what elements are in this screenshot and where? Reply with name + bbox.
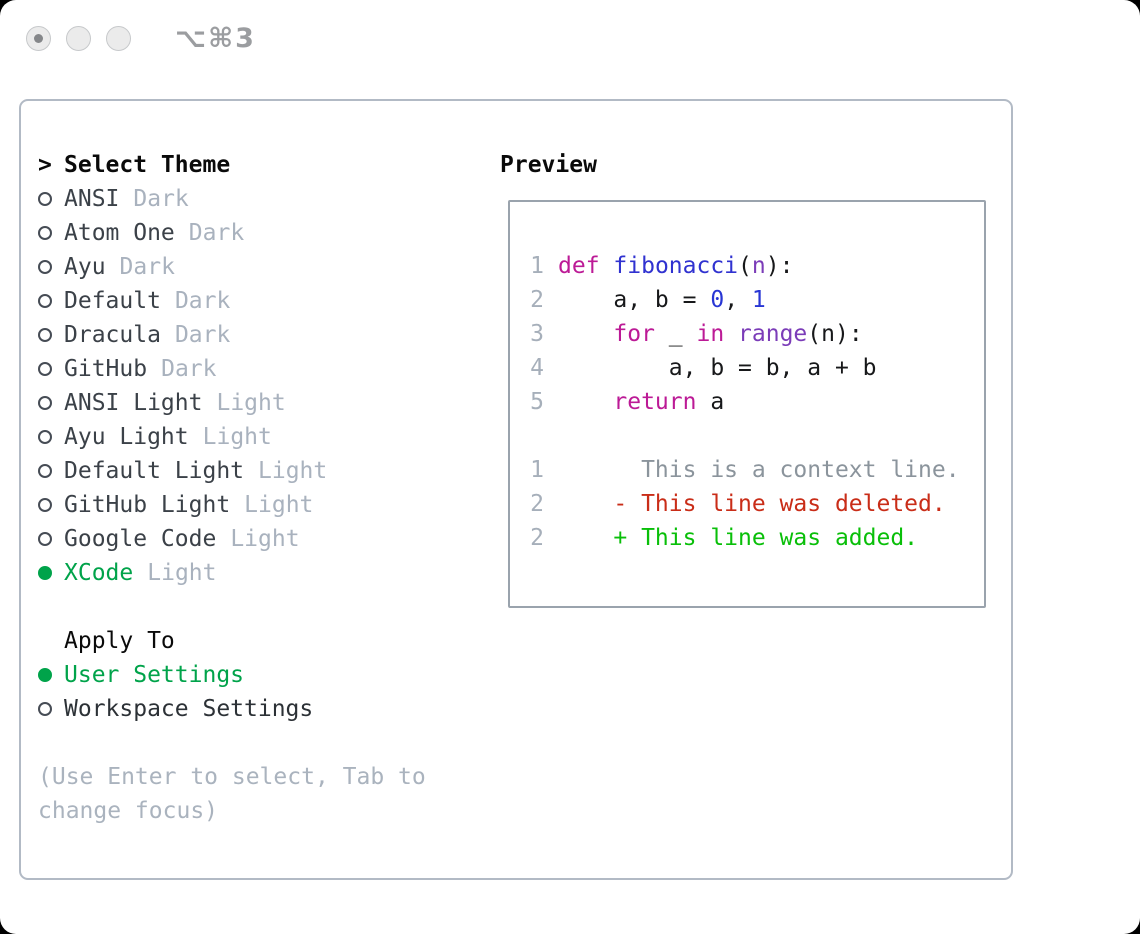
apply-to-title: Apply To	[64, 628, 175, 654]
radio-icon	[38, 328, 52, 342]
traffic-light-minimize[interactable]	[66, 26, 91, 51]
spacer	[38, 590, 426, 624]
theme-variant-label: Dark	[133, 186, 189, 212]
theme-variant-label: Light	[230, 526, 300, 552]
bullet-column	[38, 362, 64, 376]
radio-icon	[38, 260, 52, 274]
option-label: Atom One	[64, 220, 175, 246]
radio-icon	[38, 396, 52, 410]
theme-option-dracula[interactable]	[38, 318, 426, 352]
option-label: Ayu Light	[64, 424, 189, 450]
token: for	[613, 321, 655, 347]
window-shortcut-label: ⌥⌘3	[175, 22, 256, 54]
main-panel	[19, 99, 1013, 880]
token	[558, 389, 613, 415]
titlebar	[26, 22, 256, 54]
theme-variant-label: Light	[147, 560, 217, 586]
apply-to-header	[38, 624, 426, 658]
select-theme-title: Select Theme	[64, 152, 231, 178]
radio-icon	[38, 430, 52, 444]
bullet-column	[38, 226, 64, 240]
line-number: 4	[530, 355, 544, 381]
token: ,	[724, 287, 752, 313]
prompt-column	[38, 148, 64, 182]
option-label: XCode	[64, 560, 134, 586]
diff-line	[530, 487, 984, 521]
preview-title	[500, 148, 597, 182]
radio-icon	[38, 702, 52, 716]
token: def	[558, 253, 600, 279]
theme-variant-label: Light	[216, 390, 286, 416]
bullet-column	[38, 260, 64, 274]
spacer	[38, 726, 426, 760]
option-label: Default Light	[64, 458, 245, 484]
theme-option-ayu[interactable]	[38, 250, 426, 284]
theme-option-github-light[interactable]	[38, 488, 426, 522]
line-number: 1	[530, 457, 544, 483]
code-line	[530, 385, 984, 419]
token: 0	[710, 287, 725, 313]
diff-line	[530, 453, 984, 487]
theme-variant-label: Dark	[174, 288, 231, 314]
token: a, b = b, a + b	[558, 355, 877, 381]
apply-option-user-settings[interactable]	[38, 658, 426, 692]
line-number: 5	[530, 389, 544, 415]
bullet-column	[38, 532, 64, 546]
theme-variant-label: Light	[258, 458, 328, 484]
token: fibonacci	[613, 253, 739, 279]
theme-option-default-light[interactable]	[38, 454, 426, 488]
token: range	[738, 321, 808, 347]
token: in	[696, 321, 725, 347]
theme-variant-label: Light	[202, 424, 272, 450]
token: This is a context line.	[558, 457, 960, 483]
option-label: Ayu	[64, 254, 106, 280]
radio-icon	[38, 226, 52, 240]
token	[600, 253, 614, 279]
option-label: Default	[64, 288, 161, 314]
theme-option-ayu-light[interactable]	[38, 420, 426, 454]
code-line	[530, 317, 984, 351]
theme-option-google-code[interactable]	[38, 522, 426, 556]
theme-option-ansi-light[interactable]	[38, 386, 426, 420]
bullet-column	[38, 464, 64, 478]
help-text-line	[38, 760, 426, 794]
bullet-column	[38, 192, 64, 206]
option-label: User Settings	[64, 662, 245, 688]
bullet-column	[38, 430, 64, 444]
token: ):	[765, 253, 794, 279]
theme-variant-label: Dark	[188, 220, 245, 246]
traffic-light-dot-icon	[34, 34, 43, 43]
option-label: Dracula	[64, 322, 161, 348]
preview-title-label: Preview	[500, 152, 597, 178]
theme-variant-label: Dark	[161, 356, 217, 382]
bullet-column	[38, 498, 64, 512]
theme-variant-label: Dark	[119, 254, 175, 280]
token: n	[751, 253, 766, 279]
option-label: Google Code	[64, 526, 217, 552]
line-number: 2	[530, 491, 544, 517]
line-number: 1	[530, 253, 544, 279]
option-label: ANSI	[64, 186, 120, 212]
theme-variant-label: Dark	[174, 322, 231, 348]
apply-option-workspace-settings[interactable]	[38, 692, 426, 726]
preview-box	[508, 200, 986, 608]
help-text-line	[38, 794, 426, 828]
bullet-column	[38, 566, 64, 580]
diff-line	[530, 521, 984, 555]
option-label: ANSI Light	[64, 390, 203, 416]
radio-icon	[38, 532, 52, 546]
select-theme-header	[38, 148, 426, 182]
theme-option-ansi[interactable]	[38, 182, 426, 216]
option-label: GitHub Light	[64, 492, 231, 518]
theme-variant-label: Light	[244, 492, 314, 518]
radio-icon	[38, 294, 52, 308]
token: a	[696, 389, 725, 415]
token: - This line was deleted.	[558, 491, 946, 517]
radio-icon	[38, 498, 52, 512]
token: 1	[751, 287, 766, 313]
radio-selected-icon	[38, 668, 52, 682]
diff-block	[530, 453, 984, 555]
token: return	[613, 389, 697, 415]
theme-option-xcode[interactable]	[38, 556, 426, 590]
prompt-icon: >	[38, 152, 52, 178]
token	[724, 321, 738, 347]
line-number: 3	[530, 321, 544, 347]
code-line	[530, 351, 984, 385]
token: _	[654, 321, 697, 347]
option-label: Workspace Settings	[64, 696, 314, 722]
bullet-column	[38, 396, 64, 410]
bullet-column	[38, 702, 64, 716]
radio-icon	[38, 362, 52, 376]
bullet-column	[38, 328, 64, 342]
token: (	[738, 253, 752, 279]
code-line	[530, 249, 984, 283]
token: a, b =	[558, 287, 711, 313]
theme-option-atom-one[interactable]	[38, 216, 426, 250]
code-line	[530, 283, 984, 317]
theme-list	[38, 148, 426, 828]
radio-icon	[38, 192, 52, 206]
help-text: change focus)	[38, 798, 219, 824]
theme-option-github[interactable]	[38, 352, 426, 386]
help-text: (Use Enter to select, Tab to	[38, 764, 426, 790]
radio-icon	[38, 464, 52, 478]
bullet-column	[38, 294, 64, 308]
theme-option-default[interactable]	[38, 284, 426, 318]
bullet-column	[38, 668, 64, 682]
token: + This line was added.	[558, 525, 919, 551]
token: (n):	[807, 321, 863, 347]
code-block	[530, 249, 984, 419]
token	[558, 321, 613, 347]
traffic-light-close[interactable]	[26, 26, 51, 51]
traffic-light-zoom[interactable]	[106, 26, 131, 51]
option-label: GitHub	[64, 356, 148, 382]
radio-selected-icon	[38, 566, 52, 580]
line-number: 2	[530, 525, 544, 551]
line-number: 2	[530, 287, 544, 313]
